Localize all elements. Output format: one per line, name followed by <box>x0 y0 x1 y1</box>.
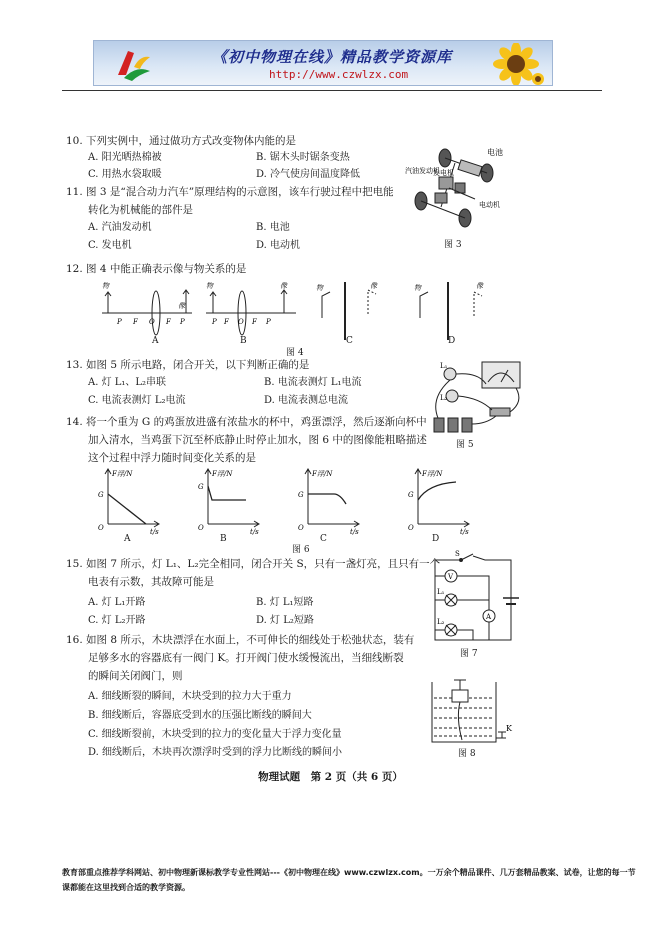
question-13-option-b[interactable]: B. 电流表测灯 L₁电流 <box>264 377 362 388</box>
sunflower-icon <box>486 43 546 85</box>
figure-7-circuit-diagram <box>425 548 525 646</box>
figure-4-a-axis-o: O <box>149 318 155 326</box>
question-13-option-a[interactable]: A. 灯 L₁、L₂串联 <box>88 377 167 388</box>
question-12-stem: 12. 图 4 中能正确表示像与物关系的是 <box>66 263 247 275</box>
figure-7-label-switch: S <box>455 550 460 558</box>
figure-4-b-image-label: 像 <box>280 282 287 290</box>
figure-6-option-a[interactable]: A <box>124 534 131 544</box>
question-13-option-d[interactable]: D. 电流表测总电流 <box>264 395 349 406</box>
question-11-stem: 11. 图 3 是“混合动力汽车”原理结构的示意图，该车行驶过程中把电能 <box>66 186 394 198</box>
figure-4-d-image-label: 像 <box>476 282 483 290</box>
figure-8-valve-label: K <box>506 724 512 733</box>
question-16-option-c[interactable]: C. 细线断裂前，木块受到的拉力的变化量大于浮力变化量 <box>88 729 342 740</box>
figure-4-option-c[interactable]: C <box>346 336 353 346</box>
figure-6-d-g-label: G <box>408 491 414 499</box>
figure-6-c-y-label: F浮/N <box>312 470 333 478</box>
question-11-option-b[interactable]: B. 电池 <box>256 222 290 233</box>
question-10-stem: 10. 下列实例中，通过做功方式改变物体内能的是 <box>66 135 297 147</box>
figure-6-c-g-label: G <box>298 491 304 499</box>
figure-4-a-object-label: 物 <box>102 282 109 290</box>
question-15-option-b[interactable]: B. 灯 L₁短路 <box>256 597 314 608</box>
figure-5-circuit-photo <box>420 358 530 438</box>
figure-6-option-b[interactable]: B <box>220 534 227 544</box>
question-14-stem: 14. 将一个重为 G 的鸡蛋放进盛有浓盐水的杯中，鸡蛋漂浮，然后逐渐向杯中 <box>66 416 427 428</box>
question-16-option-d[interactable]: D. 细线断后，木块再次漂浮时受到的浮力比断线的瞬间小 <box>88 747 343 758</box>
question-11-stem-line-2: 转化为机械能的部件是 <box>88 204 193 216</box>
figure-6-b-o-label: O <box>198 524 204 532</box>
question-14-stem-line-3: 这个过程中浮力随时间变化关系的是 <box>88 452 256 464</box>
question-10-option-a[interactable]: A. 阳光晒热棉被 <box>88 152 162 163</box>
figure-4-a-axis-f2: F <box>166 318 171 326</box>
figure-4-c-object-label: 物 <box>316 284 323 292</box>
figure-4-a-image-label: 像 <box>178 302 185 310</box>
figure-7-caption: 图 7 <box>460 649 478 659</box>
figure-3-label-battery: 电池 <box>487 148 503 157</box>
figure-4-b-object-label: 物 <box>206 282 213 290</box>
figure-6-buoyancy-graphs <box>88 466 488 536</box>
figure-7-label-voltmeter: V <box>448 573 454 581</box>
question-15-option-a[interactable]: A. 灯 L₁开路 <box>88 597 146 608</box>
figure-4-c-image-label: 像 <box>370 282 377 290</box>
figure-4-a-axis-p1: P <box>117 318 122 326</box>
figure-6-b-y-label: F浮/N <box>212 470 233 478</box>
figure-4-b-axis-p2: P <box>266 318 271 326</box>
question-10-option-c[interactable]: C. 用热水袋取暖 <box>88 169 162 180</box>
figure-6-c-x-label: t/s <box>350 528 359 536</box>
figure-6-d-o-label: O <box>408 524 414 532</box>
figure-8-caption: 图 8 <box>458 749 476 759</box>
figure-6-caption: 图 6 <box>292 545 310 555</box>
figure-5-label-l1: L₁ <box>440 362 448 370</box>
question-15-stem: 15. 如图 7 所示，灯 L₁、L₂完全相同，闭合开关 S，只有一盏灯亮，且只有一个 <box>66 558 441 570</box>
question-10-option-d[interactable]: D. 冷气使房间温度降低 <box>256 169 361 180</box>
figure-4-b-axis-p1: P <box>212 318 217 326</box>
figure-4-a-axis-f1: F <box>133 318 138 326</box>
question-10-option-b[interactable]: B. 锯木头时锯条变热 <box>256 152 350 163</box>
figure-3-hybrid-car-diagram <box>405 143 515 238</box>
figure-6-a-g-label: G <box>98 491 104 499</box>
figure-7-label-ammeter: A <box>486 613 492 621</box>
site-logo-icon <box>110 45 154 83</box>
figure-6-b-x-label: t/s <box>250 528 259 536</box>
figure-7-label-l1: L₁ <box>437 588 445 596</box>
question-16-stem-line-3: 的瞬间关闭阀门，则 <box>88 670 183 682</box>
figure-3-label-generator: 发电机 <box>433 169 454 177</box>
figure-8-container-diagram <box>426 676 518 746</box>
figure-6-d-x-label: t/s <box>460 528 469 536</box>
question-11-option-c[interactable]: C. 发电机 <box>88 240 132 251</box>
figure-7-label-l2: L₂ <box>437 618 445 626</box>
figure-4-option-a[interactable]: A <box>152 336 159 346</box>
figure-4-option-d[interactable]: D <box>448 336 456 346</box>
site-url[interactable]: http://www.czwlzx.com <box>269 68 409 81</box>
figure-4-lens-diagrams <box>100 278 500 340</box>
site-promo-note: 教育部重点推荐学科网站、初中物理新课标教学专业性网站---《初中物理在线》www.czwlzx.com。一万余个精品课件、几万套精品教案、试卷，让您的每一节课都能在这里找到合适的教学资源。 <box>62 868 636 892</box>
header-divider <box>62 90 602 91</box>
figure-6-a-o-label: O <box>98 524 104 532</box>
figure-4-a-axis-p2: P <box>180 318 185 326</box>
figure-6-option-c[interactable]: C <box>320 534 327 544</box>
figure-6-a-y-label: F浮/N <box>112 470 133 478</box>
question-16-stem-line-2: 足够多水的容器底有一阀门 K。打开阀门使水缓慢流出，当细线断裂 <box>88 652 404 664</box>
figure-4-option-b[interactable]: B <box>240 336 247 346</box>
figure-3-caption: 图 3 <box>444 240 462 250</box>
figure-5-label-l2: L₂ <box>440 394 448 402</box>
question-15-option-d[interactable]: D. 灯 L₂短路 <box>256 615 314 626</box>
figure-6-b-g-label: G <box>198 483 204 491</box>
question-13-option-c[interactable]: C. 电流表测灯 L₂电流 <box>88 395 186 406</box>
question-14-stem-line-2: 加入清水，当鸡蛋下沉至杯底静止时停止加水，图 6 中的图像能粗略描述 <box>88 434 427 446</box>
question-13-stem: 13. 如图 5 所示电路，闭合开关，以下判断正确的是 <box>66 359 310 371</box>
figure-4-caption: 图 4 <box>286 348 304 358</box>
figure-4-d-object-label: 物 <box>414 284 421 292</box>
question-15-option-c[interactable]: C. 灯 L₂开路 <box>88 615 146 626</box>
question-16-stem: 16. 如图 8 所示，木块漂浮在水面上，不可伸长的细线处于松弛状态，装有 <box>66 634 415 646</box>
figure-4-b-axis-f1: F <box>224 318 229 326</box>
question-16-option-b[interactable]: B. 细线断后，容器底受到水的压强比断线的瞬间大 <box>88 710 312 721</box>
figure-6-option-d[interactable]: D <box>432 534 440 544</box>
figure-3-label-motor: 电动机 <box>479 201 500 209</box>
page-number-footer: 物理试题 第 2 页（共 6 页） <box>258 771 403 783</box>
figure-5-caption: 图 5 <box>456 440 474 450</box>
header-banner <box>93 40 553 86</box>
question-11-option-a[interactable]: A. 汽油发动机 <box>88 222 152 233</box>
question-15-stem-line-2: 电表有示数，其故障可能是 <box>88 576 214 588</box>
question-11-option-d[interactable]: D. 电动机 <box>256 240 301 251</box>
figure-4-b-axis-f2: F <box>252 318 257 326</box>
figure-6-c-o-label: O <box>298 524 304 532</box>
figure-6-a-x-label: t/s <box>150 528 159 536</box>
figure-6-d-y-label: F浮/N <box>422 470 443 478</box>
figure-3-label-engine: 汽油发动机 <box>405 167 440 175</box>
question-16-option-a[interactable]: A. 细线断裂的瞬间，木块受到的拉力大于重力 <box>88 691 292 702</box>
figure-4-b-axis-o: O <box>238 318 244 326</box>
site-title: 《初中物理在线》精品教学资源库 <box>212 48 453 66</box>
